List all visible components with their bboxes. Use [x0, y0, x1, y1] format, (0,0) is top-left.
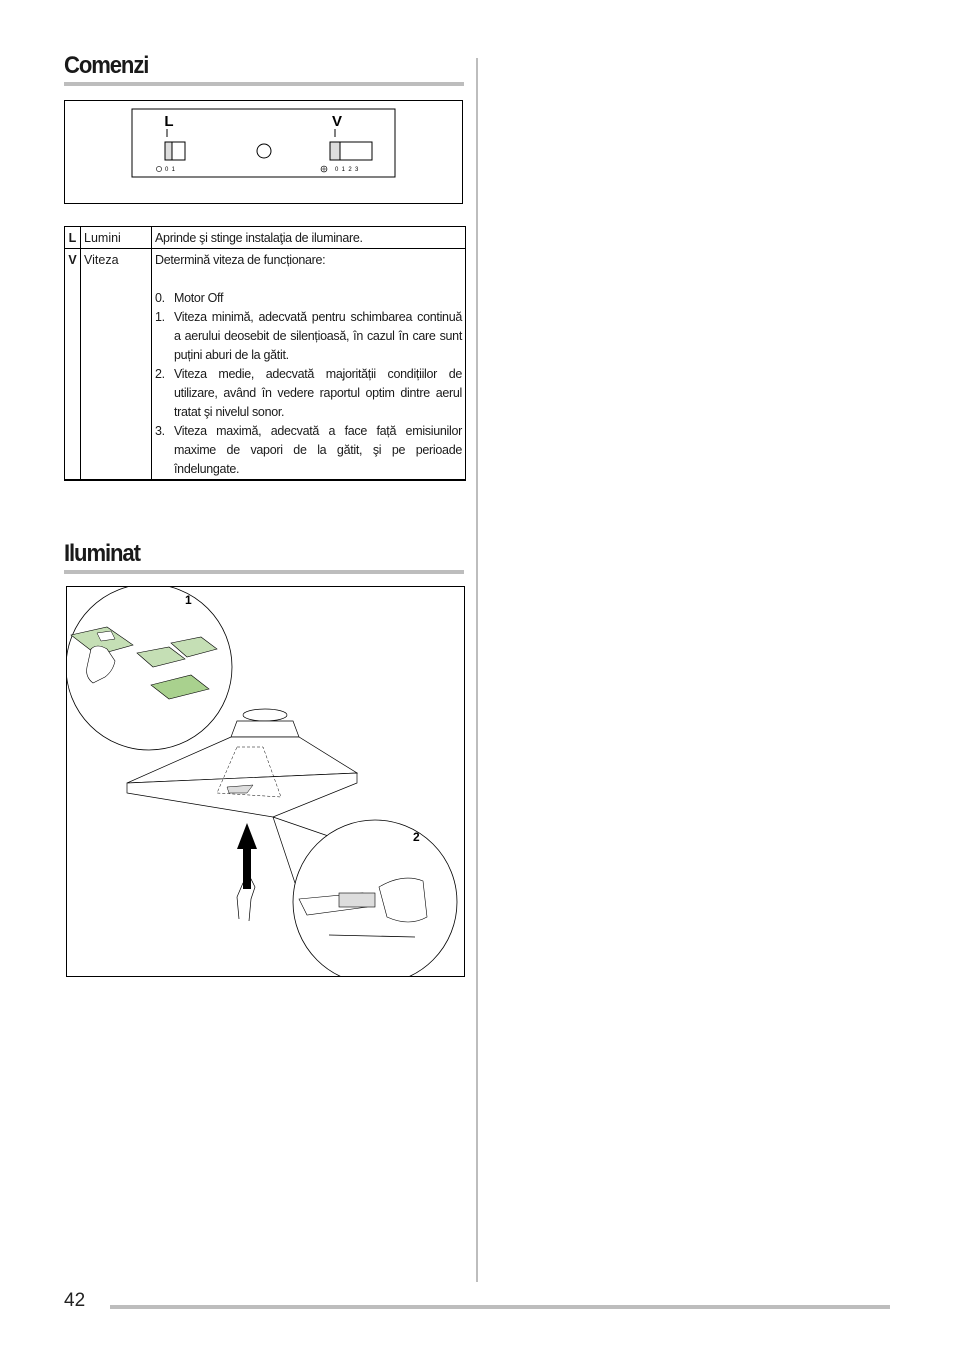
speed-slider-switch[interactable] — [330, 142, 372, 160]
lighting-figure — [66, 586, 465, 977]
control-panel-drawing — [65, 101, 462, 203]
controls-title-rule — [64, 82, 464, 86]
speed-number: 3. — [155, 424, 165, 438]
panel-label-l: L — [164, 113, 174, 130]
footer-rule — [110, 1305, 890, 1309]
row-key: L — [65, 227, 81, 249]
row-description: Determină viteza de funcționare: — [155, 253, 326, 267]
list-item — [155, 289, 462, 308]
bulb-replacement-detail — [293, 820, 457, 976]
row-description: Aprinde şi stinge instalaţia de iluminare. — [152, 227, 466, 249]
row-name: Viteza — [81, 249, 152, 481]
speed-text: Viteza medie, adecvată majorității condițiilor de utilizare, având în vedere raportul optim dintre aerul tratat şi nivelul sonor. — [174, 367, 462, 419]
speed-number: 0. — [155, 291, 165, 305]
table-row — [65, 227, 466, 249]
list-item — [155, 365, 462, 422]
light-position-marks: 0 1 — [165, 167, 176, 173]
list-item — [155, 422, 462, 479]
indicator-lamp — [257, 144, 271, 158]
light-slider-switch[interactable] — [165, 142, 185, 160]
hood-lamp-replacement-drawing — [67, 587, 464, 976]
row-key: V — [65, 249, 81, 481]
table-row — [65, 249, 466, 481]
row-description-cell — [152, 249, 466, 481]
callout-1: 1 — [185, 593, 192, 607]
callout-2: 2 — [413, 830, 420, 844]
page-number: 42 — [64, 1290, 86, 1311]
speed-number: 1. — [155, 310, 165, 324]
filter-removal-detail — [67, 587, 232, 750]
push-up-arrow-icon — [237, 823, 257, 889]
speed-list — [155, 289, 462, 479]
controls-section-title: Comenzi — [64, 52, 149, 79]
lighting-section-title: Iluminat — [64, 540, 140, 567]
speed-text: Viteza minimă, adecvată pentru schimbarea continuă a aerului deosebit de silențioasă, în cazul în care sunt puțini aburi de la gătit. — [174, 310, 462, 362]
fan-symbol-icon — [321, 166, 327, 172]
speed-number: 2. — [155, 367, 165, 381]
speed-text: Motor Off — [174, 291, 224, 305]
list-item — [155, 308, 462, 365]
speed-position-marks: 0 1 2 3 — [335, 167, 359, 173]
column-divider — [476, 58, 478, 1282]
lighting-title-rule — [64, 570, 464, 574]
speed-text: Viteza maximă, adecvată a face față emisiunilor maxime de vapori de la gătit, şi pe perioade îndelungate. — [174, 424, 462, 476]
controls-table — [64, 226, 466, 481]
control-panel-illustration — [64, 100, 463, 204]
row-name: Lumini — [81, 227, 152, 249]
panel-label-v: V — [331, 113, 343, 130]
